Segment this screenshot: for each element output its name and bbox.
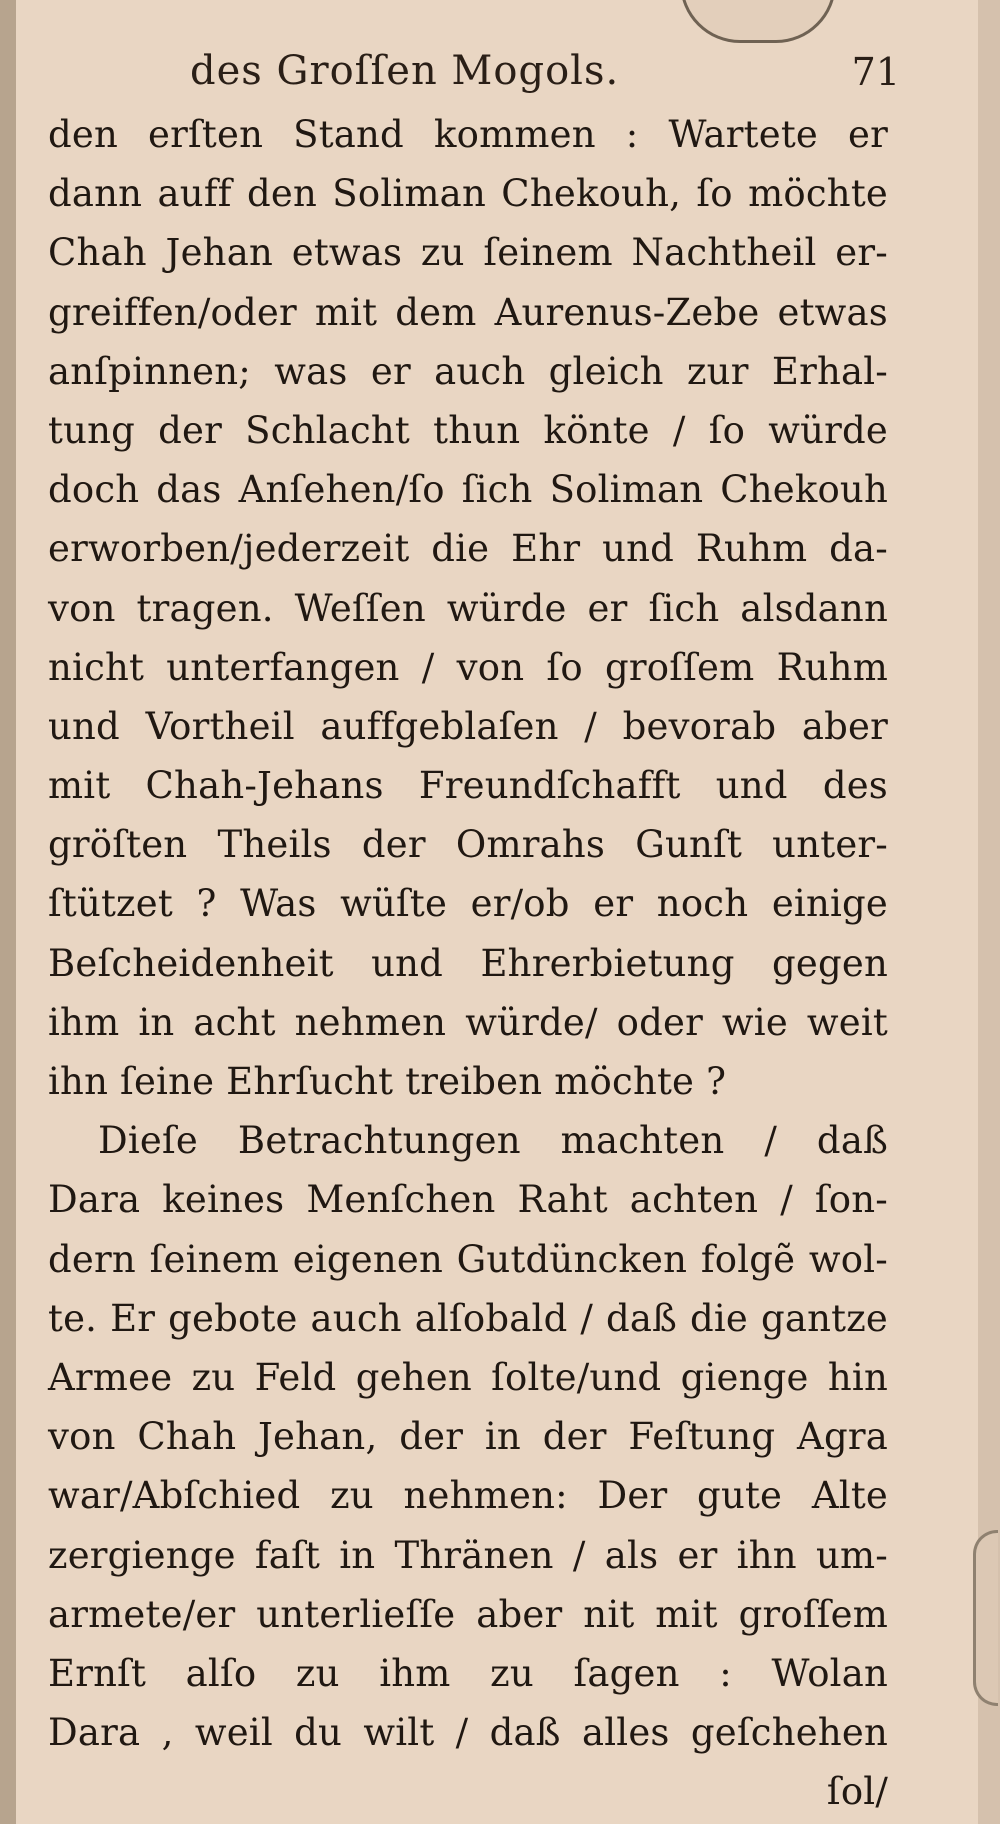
text-line: Dara keines Menſchen Raht achten / ſon-: [48, 1178, 888, 1222]
page-tab-top: [680, 0, 836, 43]
text-line: von tragen. Weſſen würde er ſich alsdann: [48, 586, 888, 630]
text-line: den erſten Stand kommen : Wartete er: [48, 113, 888, 156]
text-line: Beſcheidenheit und Ehrerbietung gegen: [48, 941, 888, 985]
text-line: von Chah Jehan, der in der Feſtung Agra: [48, 1415, 888, 1459]
page-header: [180, 48, 900, 98]
page-number: 71: [851, 50, 900, 94]
text-line: Chah Jehan etwas zu ſeinem Nachtheil er-: [48, 231, 888, 275]
text-line: dern ſeinem eigenen Gutdüncken folgẽ wol-: [48, 1237, 888, 1281]
catchword: ſol/: [826, 1770, 888, 1814]
text-line: und Vortheil auffgeblaſen / bevorab aber: [48, 704, 888, 748]
text-line: anſpinnen; was er auch gleich zur Erhal-: [48, 349, 888, 393]
text-line: zergienge faſt in Thränen / als er ihn um-: [48, 1533, 888, 1577]
page-tab-right: [973, 1530, 998, 1706]
text-line: Armee zu Feld gehen ſolte/und gienge hin: [48, 1355, 888, 1399]
text-line: erworben/jederzeit die Ehr und Ruhm da-: [48, 527, 888, 571]
text-line: tung der Schlacht thun könte / ſo würde: [48, 408, 888, 452]
text-line: greiffen/oder mit dem Aurenus-Zebe etwas: [48, 290, 888, 334]
text-line: Dieſe Betrachtungen machten / daß: [98, 1119, 888, 1163]
running-head: des Groſſen Mogols.: [190, 48, 620, 94]
text-line: war/Abſchied zu nehmen: Der gute Alte: [48, 1474, 888, 1518]
text-line: nicht unterfangen / von ſo groſſem Ruhm: [48, 645, 888, 689]
text-line: armete/er unterlieſſe aber nit mit groſſem: [48, 1592, 888, 1636]
text-line: ihm in acht nehmen würde/ oder wie weit: [48, 1000, 888, 1044]
text-line: Ernſt alſo zu ihm zu ſagen : Wolan: [48, 1651, 888, 1695]
text-line: gröſten Theils der Omrahs Gunſt unter-: [48, 823, 888, 867]
text-line: doch das Anſehen/ſo ſich Soliman Chekouh: [48, 468, 888, 512]
text-line: mit Chah-Jehans Freundſchafft und des: [48, 764, 888, 808]
text-line: Dara , weil du wilt / daß alles geſchehen: [48, 1711, 888, 1755]
text-line: ihn ſeine Ehrſucht treiben möchte ?: [48, 1060, 727, 1103]
text-line: ſtützet ? Was wüſte er/ob er noch einige: [48, 882, 888, 926]
page-binding: [0, 0, 16, 1824]
text-line: te. Er gebote auch alſobald / daß die gantze: [48, 1296, 888, 1340]
body-text: [48, 105, 888, 1821]
text-line: dann auff den Soliman Chekouh, ſo möchte: [48, 172, 888, 216]
